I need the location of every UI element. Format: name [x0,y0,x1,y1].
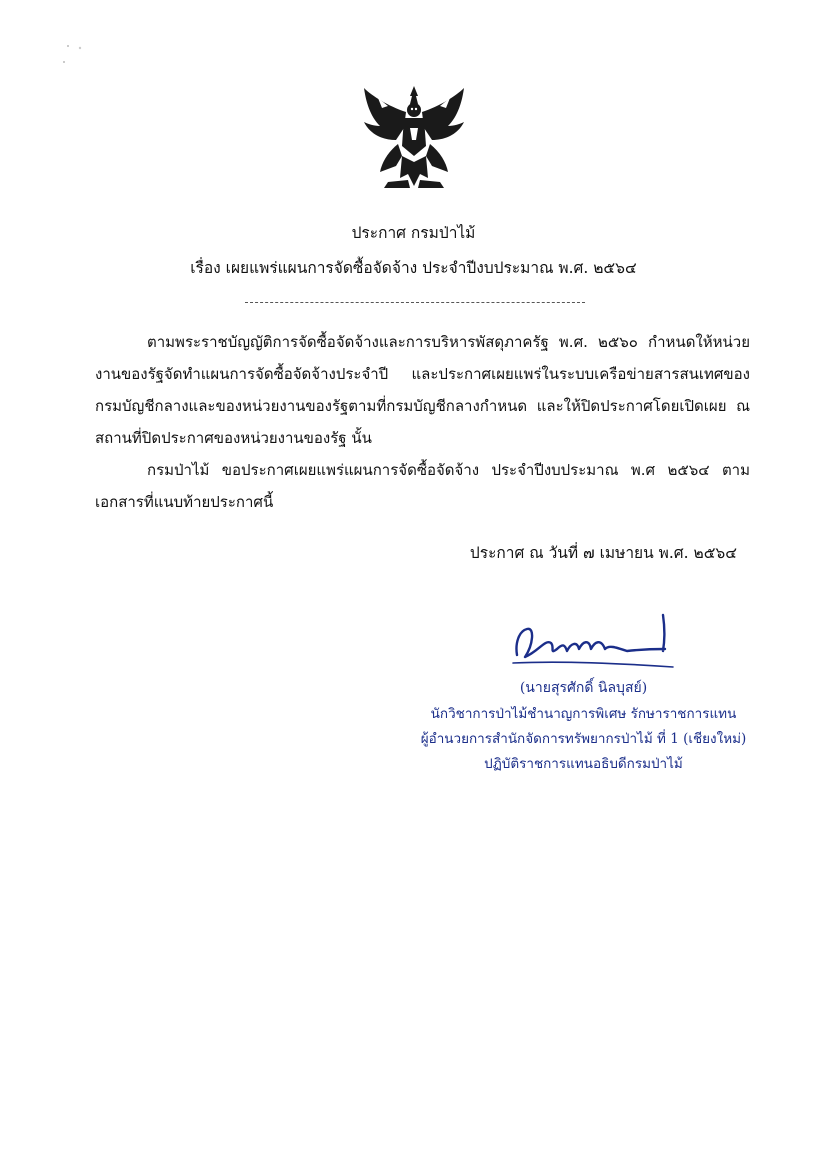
body-paragraph-1: ตามพระราชบัญญัติการจัดซื้อจัดจ้างและการบริหารพัสดุภาครัฐ พ.ศ. ๒๕๖๐ กำหนดให้หน่วยงานของรัฐจัดทำแผนการจัดซื้อจัดจ้างประจำปี และประกาศเผยแพร่ในระบบเครือข่ายสารสนเทศของกรมบัญชีกลางและของหน่วยงานของรัฐตามที่กรมบัญชีกลางกำหนด และให้ปิดประกาศโดยเปิดเผย ณ สถานที่ปิดประกาศของหน่วยงานของรัฐ นั้น [95,333,750,447]
signer-name: (นายสุรศักดิ์ นิลบุสย์) [519,680,648,696]
announcement-title: ประกาศ กรมป่าไม้ [351,224,476,242]
announcement-date: ประกาศ ณ วันที่ ๗ เมษายน พ.ศ. ๒๕๖๔ [469,544,737,562]
handwritten-signature [505,605,680,675]
divider [245,302,585,303]
scan-specks [60,40,100,70]
garuda-emblem-icon [358,82,470,194]
signer-position-1: นักวิชาการป่าไม้ชำนาญการพิเศษ รักษาราชการแทน [430,706,737,722]
body-paragraph-2: กรมป่าไม้ ขอประกาศเผยแพร่แผนการจัดซื้อจัดจ้าง ประจำปีงบประมาณ พ.ศ ๒๕๖๔ ตามเอกสารที่แนบท้ายประกาศนี้ [95,461,750,511]
announcement-subject: เรื่อง เผยแพร่แผนการจัดซื้อจัดจ้าง ประจำปีงบประมาณ พ.ศ. ๒๕๖๔ [190,259,637,277]
signer-position-3: ปฏิบัติราชการแทนอธิบดีกรมป่าไม้ [484,756,683,772]
signer-position-2: ผู้อำนวยการสำนักจัดการทรัพยากรป่าไม้ ที่ 1 (เชียงใหม่) [420,731,747,747]
